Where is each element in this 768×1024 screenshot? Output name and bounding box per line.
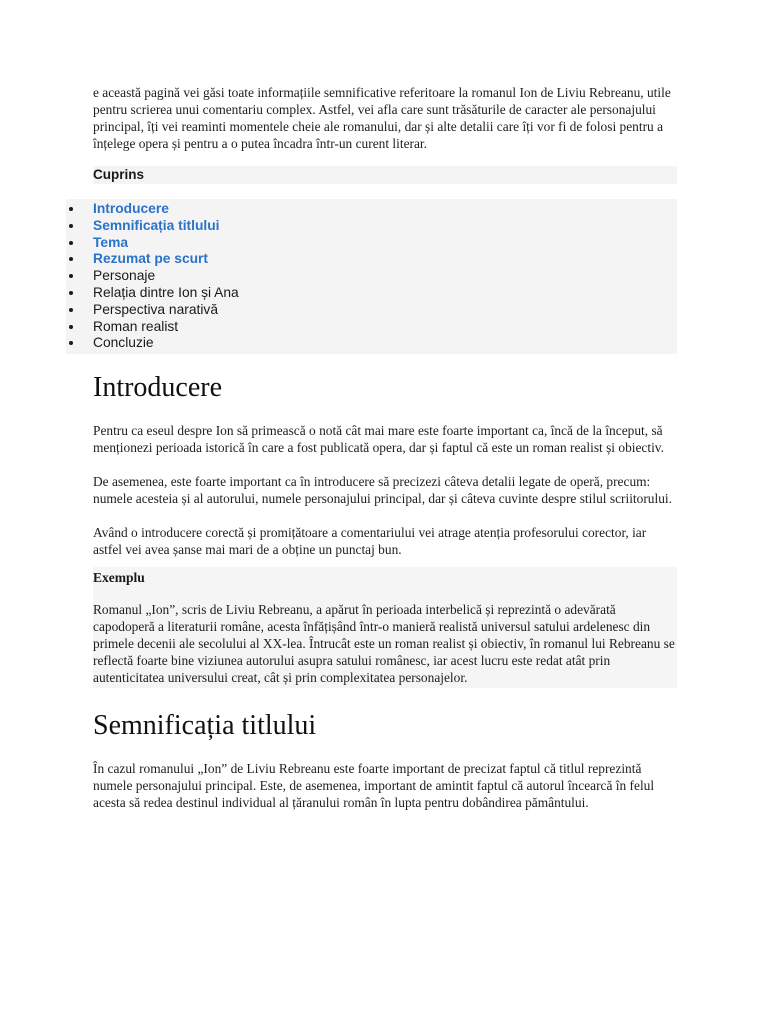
- toc-item-label: Relația dintre Ion și Ana: [93, 284, 239, 300]
- toc-item-concluzie: [66, 335, 677, 352]
- toc-item-label[interactable]: Introducere: [93, 201, 169, 216]
- toc-item-label[interactable]: Semnificația titlului: [93, 217, 220, 233]
- bullet-icon: [69, 308, 73, 312]
- bullet-icon: [69, 341, 73, 345]
- toc-item-tema[interactable]: [66, 235, 677, 252]
- intro-section-paragraph-1: Pentru ca eseul despre Ion să primească o notă cât mai mare este foarte important ca, încă de la început, să menționezi perioada istorică în care a fost publicată opera, dar și faptul că este un roman realist și obiectiv.: [93, 423, 664, 456]
- toc-item-label[interactable]: Rezumat pe scurt: [93, 251, 209, 267]
- toc-list: [66, 201, 677, 352]
- bullet-icon: [69, 291, 73, 295]
- toc-item-roman-realist: [66, 319, 677, 336]
- toc-item-relatia: [66, 285, 677, 302]
- intro-section-paragraph-2: De asemenea, este foarte important ca în introducere să precizezi câteva detalii legate de operă, precum: numele acesteia și al autorului, numele personajului principal, dar și câteva cuvinte despre stilul scriitorului.: [93, 474, 672, 507]
- bullet-icon: [69, 325, 73, 329]
- table-of-contents: [66, 199, 677, 354]
- toc-item-label: Concluzie: [93, 335, 154, 351]
- bullet-icon: [69, 257, 73, 261]
- toc-item-label: Perspectiva narativă: [93, 301, 219, 317]
- toc-item-personaje: [66, 268, 677, 285]
- toc-title: Cuprins: [93, 167, 145, 182]
- toc-item-perspectiva: [66, 302, 677, 319]
- toc-item-rezumat[interactable]: [66, 251, 677, 268]
- toc-item-label: Roman realist: [93, 318, 179, 334]
- bullet-icon: [69, 207, 73, 211]
- title-section-paragraph: În cazul romanului „Ion” de Liviu Rebreanu este foarte important de precizat faptul că titlul reprezintă numele personajului principal. Este, de asemenea, important de amintit faptul că autorul încearcă în felul acesta să redea destinul individual al țăranului român în lupta pentru dobândirea pământului.: [93, 761, 655, 811]
- example-title: Exemplu: [93, 570, 145, 586]
- toc-item-label: Personaje: [93, 268, 156, 284]
- toc-item-label[interactable]: Tema: [93, 234, 129, 250]
- document-page: [93, 84, 677, 811]
- section-heading-introducere: Introducere: [93, 372, 223, 404]
- bullet-icon: [69, 224, 73, 228]
- toc-item-introducere[interactable]: [66, 201, 677, 218]
- bullet-icon: [69, 274, 73, 278]
- example-box: [93, 567, 677, 688]
- example-text: Romanul „Ion”, scris de Liviu Rebreanu, a apărut în perioada interbelică și reprezintă o adevărată capodoperă a literaturii române, acesta înfățișând într-o manieră realistă universul satului ardelenesc din primele decenii ale secolului al XX-lea. Întrucât este un roman realist și obiectiv, în romanul lui Rebreanu se reflectă foarte bine viziunea autorului asupra satului românesc, iar acest lucru este redat atât prin autenticitatea universului creat, cât și prin complexitatea personajelor.: [93, 602, 675, 686]
- section-heading-semnificatia: Semnificația titlului: [93, 710, 317, 742]
- bullet-icon: [69, 241, 73, 245]
- intro-paragraph: e această pagină vei găsi toate informațiile semnificative referitoare la romanul Ion de Liviu Rebreanu, utile pentru scrierea unui comentariu complex. Astfel, vei afla care sunt trăsăturile de caracter ale personajului principal, îți vei reaminti momentele cheie ale romanului, dar și alte detalii care îți vor fi de folosi pentru a înțelege opera și pentru a o putea încadra într-un curent literar.: [93, 85, 671, 151]
- toc-title-bar: [93, 166, 677, 184]
- intro-section-paragraph-3: Având o introducere corectă și promițătoare a comentariului vei atrage atenția profesorului corector, iar astfel vei avea șanse mai mari de a obține un punctaj bun.: [93, 525, 647, 558]
- toc-item-semnificatia-titlului[interactable]: [66, 218, 677, 235]
